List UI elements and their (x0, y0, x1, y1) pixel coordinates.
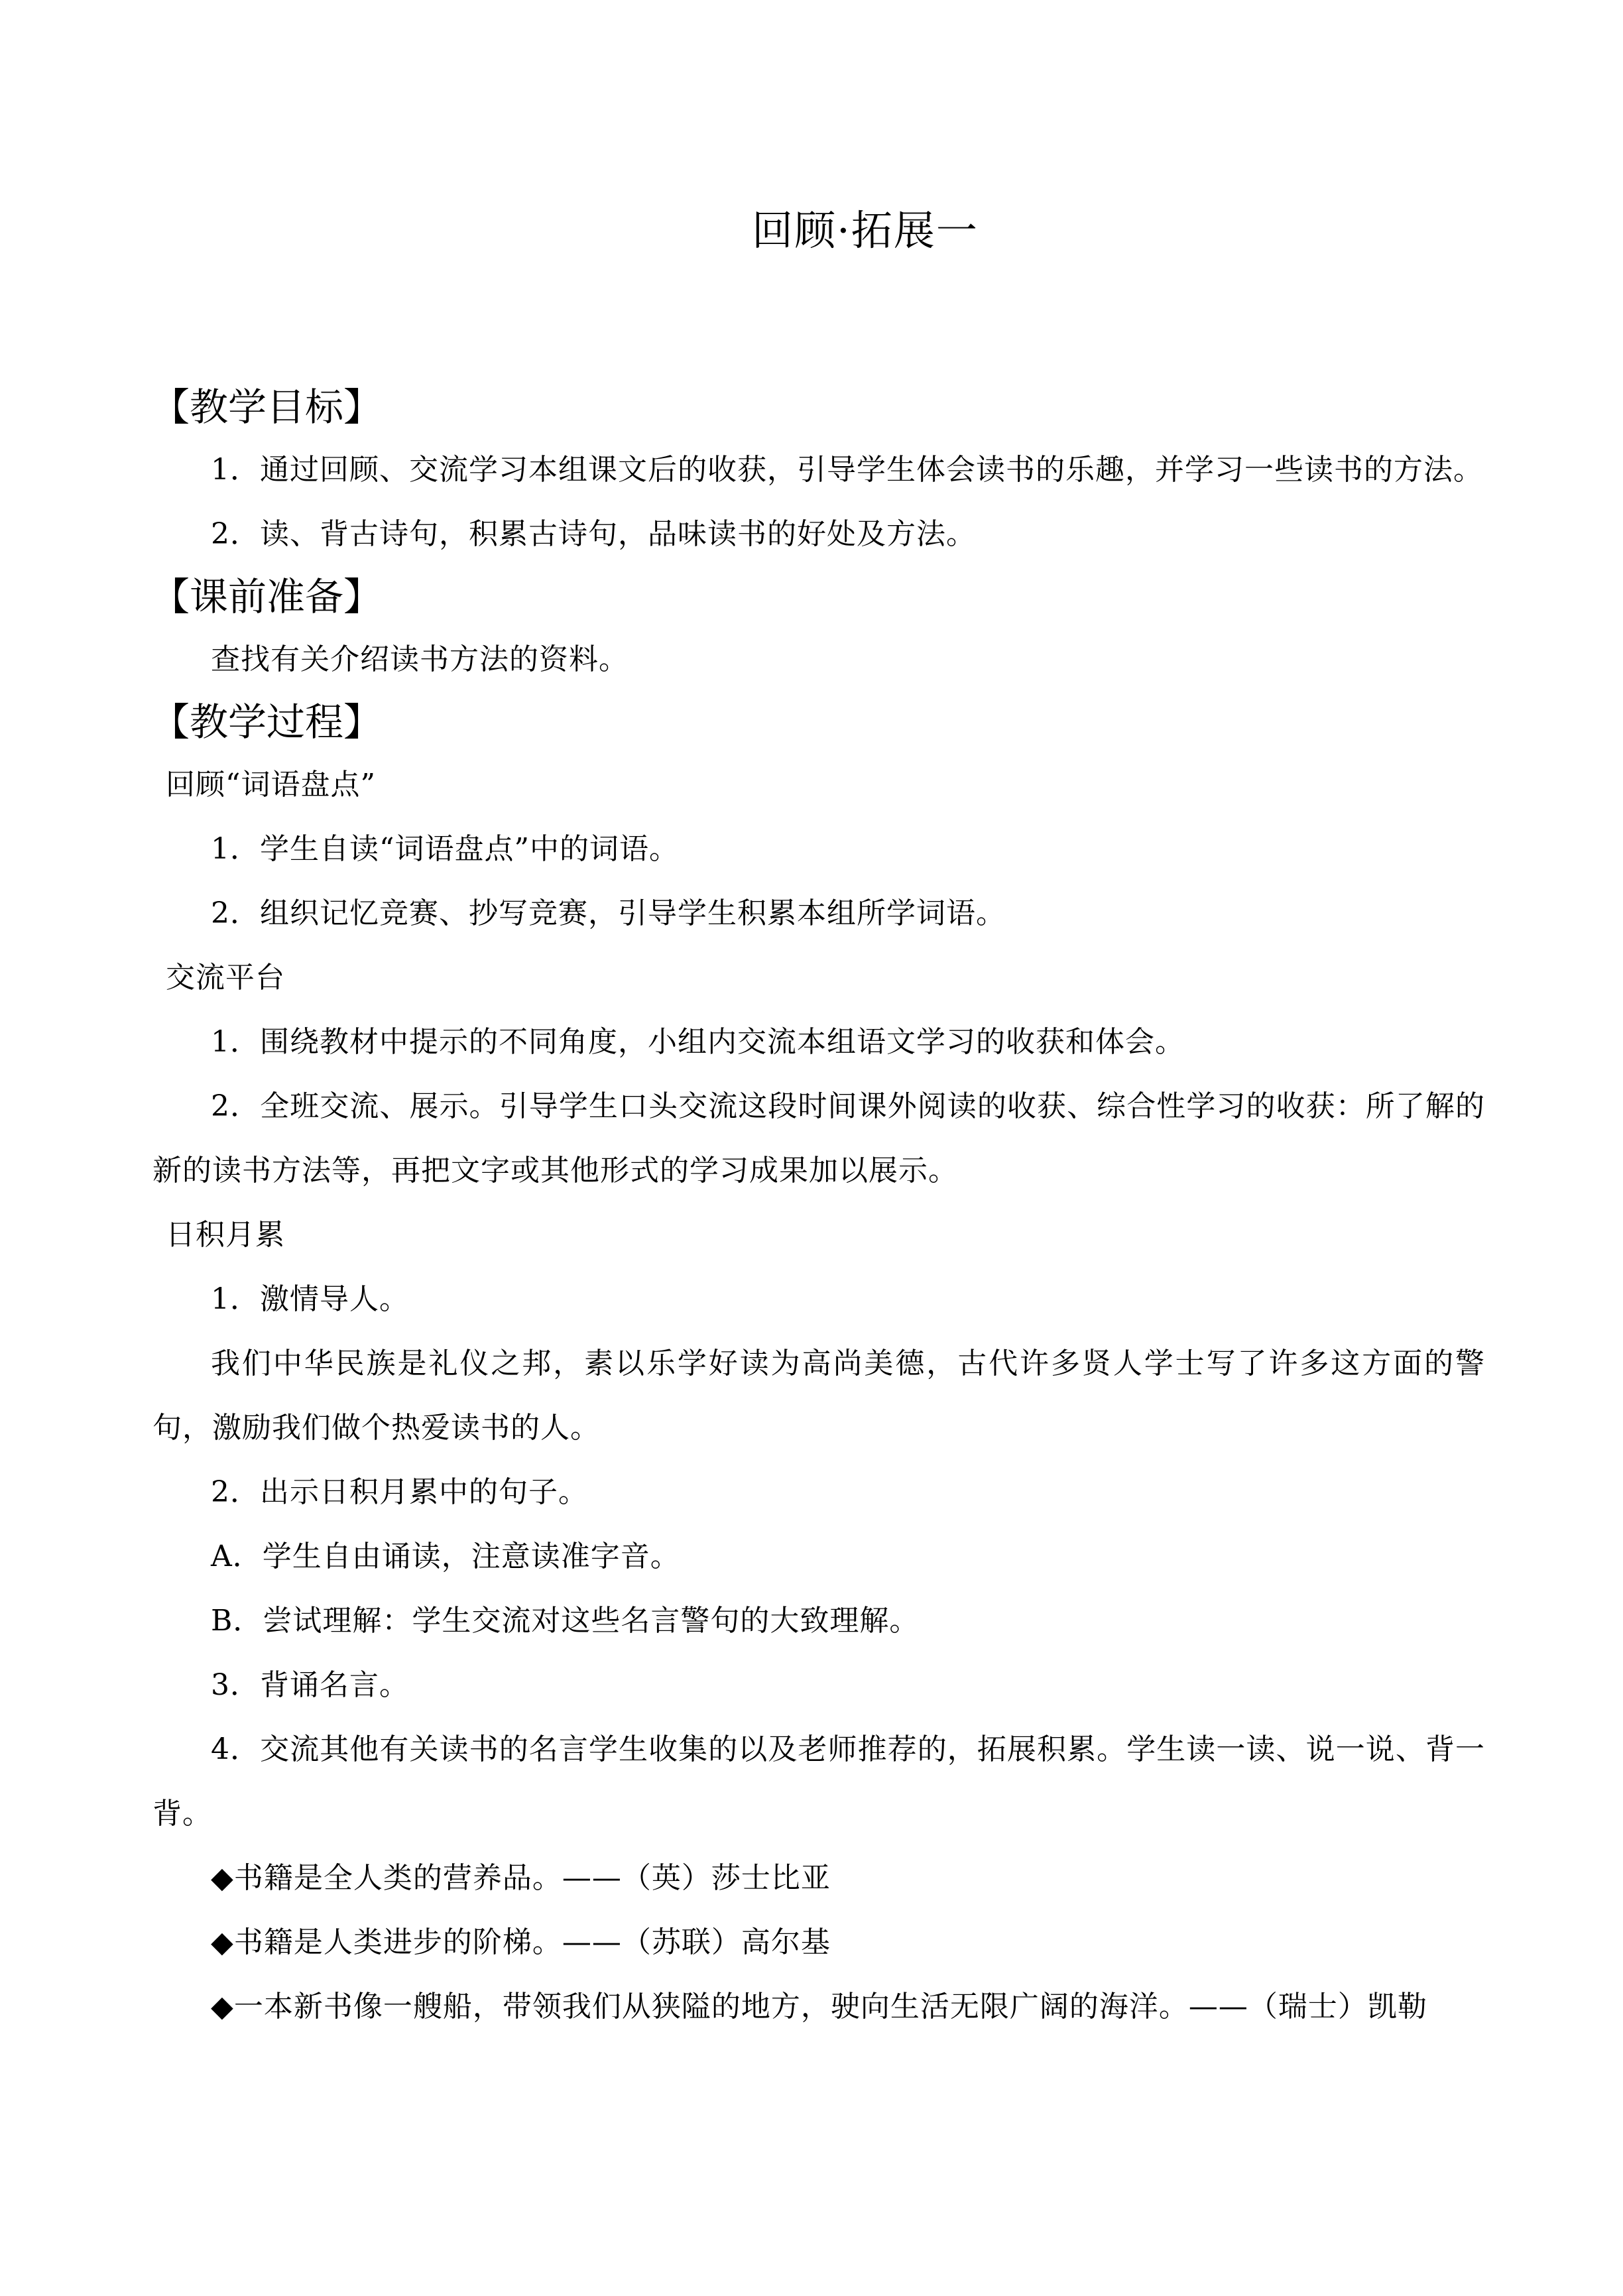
quote-item: ◆书籍是全人类的营养品。——（英）莎士比亚 (211, 1861, 831, 1895)
goal-item: 2．读、背古诗句，积累古诗句，品味读书的好处及方法。 (211, 517, 976, 551)
goal-item: 1．通过回顾、交流学习本组课文后的收获，引导学生体会读书的乐趣，并学习一些读书的方法。 (211, 453, 1483, 487)
review-item: 2．组织记忆竞赛、抄写竞赛，引导学生积累本组所学词语。 (211, 896, 1006, 930)
accumulate-item: A．学生自由诵读，注意读准字音。 (211, 1540, 680, 1573)
accumulate-item: 2．出示日积月累中的句子。 (211, 1475, 588, 1509)
review-item: 1．学生自读“词语盘点”中的词语。 (211, 832, 679, 866)
subsection-title-accumulate: 日积月累 (166, 1218, 285, 1252)
document-body (152, 377, 1485, 2039)
accumulate-item: B．尝试理解：学生交流对这些名言警句的大致理解。 (211, 1604, 920, 1638)
platform-item: 2．全班交流、展示。引导学生口头交流这段时间课外阅读的收获、综合性学习的收获：所了解的新的读书方法等，再把文字或其他形式的学习成果加以展示。 (152, 1089, 1485, 1187)
subsection-title-review: 回顾“词语盘点” (166, 768, 376, 802)
quote-item: ◆书籍是人类进步的阶梯。——（苏联）高尔基 (211, 1925, 831, 1959)
accumulate-item: 3．背诵名言。 (211, 1668, 409, 1702)
document-title: 回顾·拓展一 (752, 206, 979, 255)
accumulate-item: 4．交流其他有关读书的名言学生收集的以及老师推荐的，拓展积累。学生读一读、说一说、背一背。 (152, 1732, 1485, 1831)
section-heading-goals: 【教学目标】 (151, 385, 383, 430)
section-heading-prep: 【课前准备】 (151, 574, 383, 619)
accumulate-item: 我们中华民族是礼仪之邦，素以乐学好读为高尚美德，古代许多贤人学士写了许多这方面的警句，激励我们做个热爱读书的人。 (152, 1347, 1485, 1445)
subsection-title-platform: 交流平台 (166, 961, 285, 995)
platform-item: 1．围绕教材中提示的不同角度，小组内交流本组语文学习的收获和体会。 (211, 1025, 1185, 1059)
prep-item: 查找有关介绍读书方法的资料。 (211, 642, 629, 676)
section-heading-process: 【教学过程】 (151, 699, 383, 745)
accumulate-item: 1．激情导人。 (211, 1282, 409, 1316)
quote-item: ◆一本新书像一艘船，带领我们从狭隘的地方，驶向生活无限广阔的海洋。——（瑞士）凯勒 (211, 1990, 1427, 2024)
